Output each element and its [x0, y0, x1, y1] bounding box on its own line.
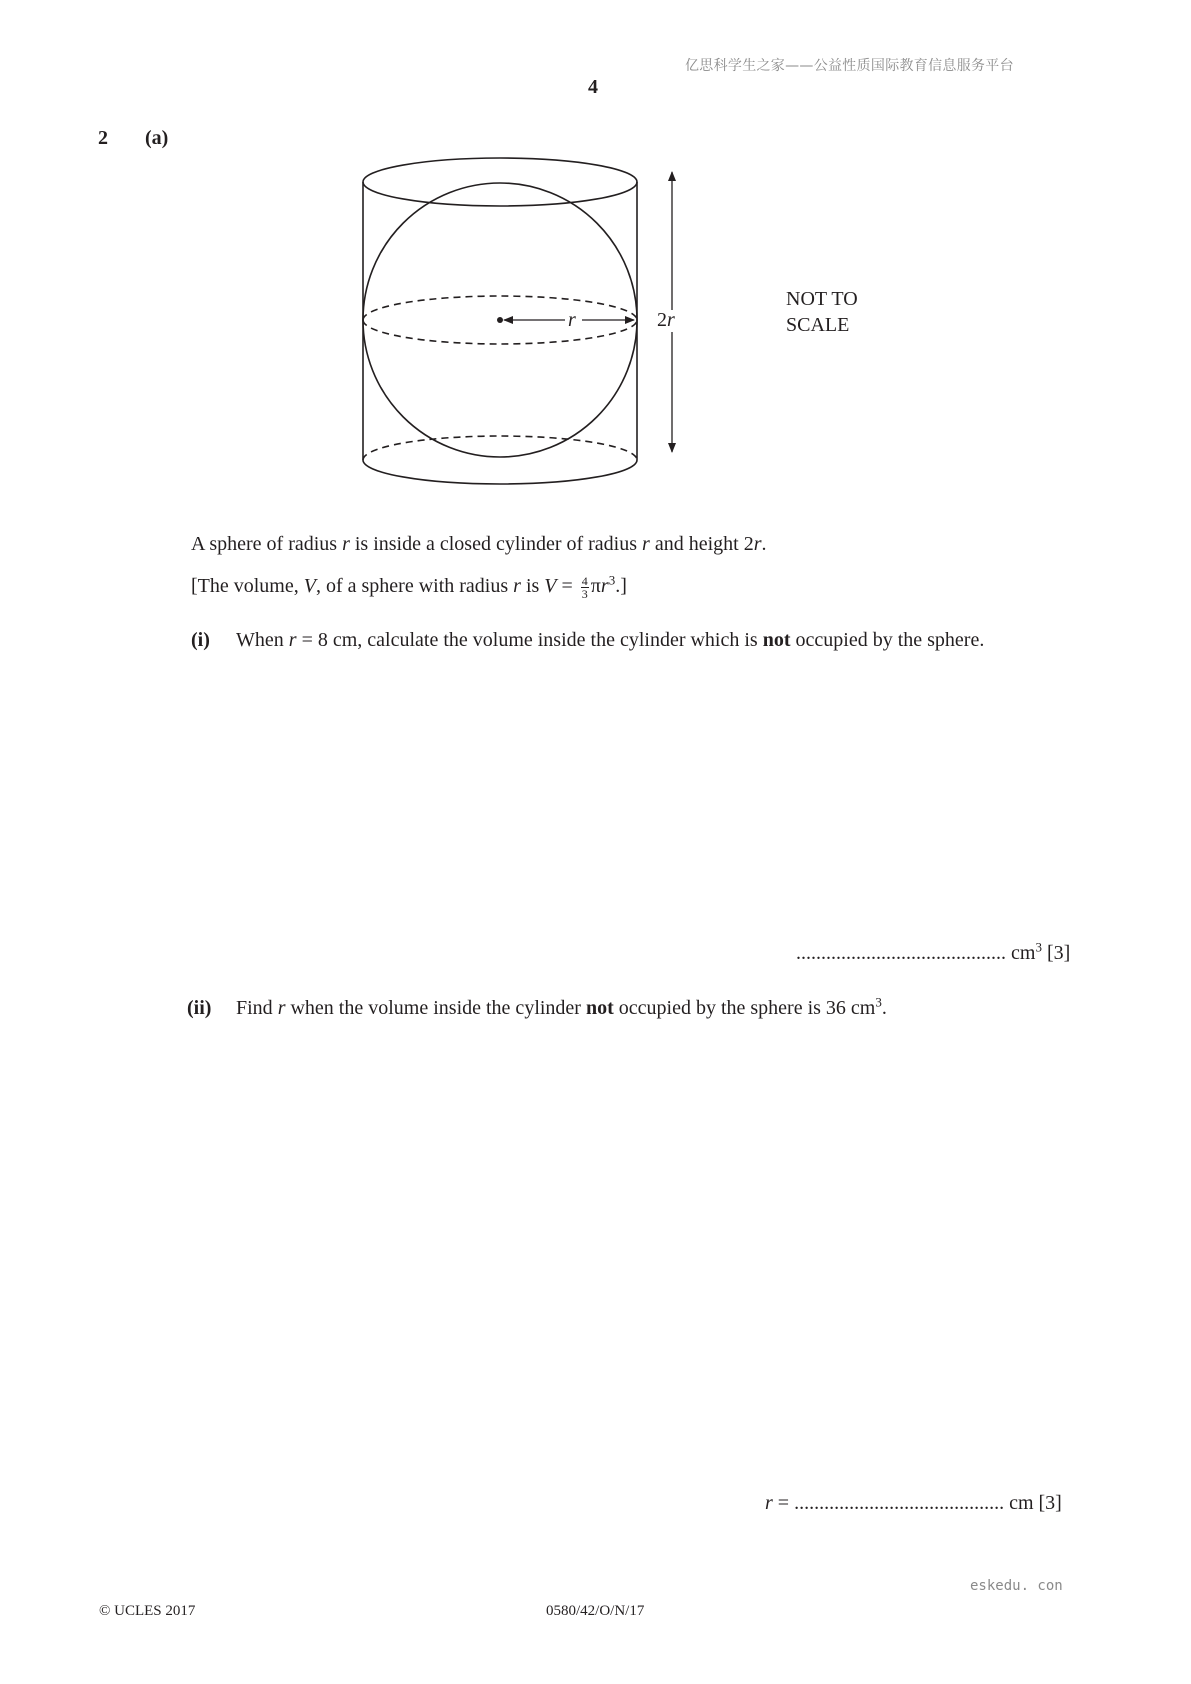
part-ii-label: (ii) — [187, 997, 212, 1019]
part-ii-question: Find r when the volume inside the cylinder not occupied by the sphere is 36 $cm^3$. — [236, 994, 887, 1019]
footer-paper-code: 0580/42/O/N/17 — [546, 1603, 645, 1619]
cylinder-top-ellipse — [363, 158, 637, 206]
sphere-equator-front — [363, 320, 637, 344]
question-part: (a) — [145, 127, 169, 149]
part-i-question: When r = 8 cm, calculate the volume inside the cylinder which is not occupied by the sphere. — [236, 629, 985, 651]
volume-formula: [The volume, V, of a sphere with radius r is V = $\frac{4}{3}$ $\pi r^3$.] — [191, 572, 627, 601]
page-number: 4 — [588, 76, 598, 98]
watermark-top: 亿思科学生之家——公益性质国际教育信息服务平台 — [685, 58, 1014, 74]
sphere-centre-dot — [497, 317, 503, 323]
footer-copyright: © UCLES 2017 — [99, 1603, 196, 1619]
part-i-label: (i) — [191, 629, 210, 651]
part-ii-answer-line[interactable]: r = .......................................... cm [3] — [765, 1492, 1062, 1514]
sphere-equator-back — [363, 296, 637, 320]
height-label: 2r — [657, 309, 675, 331]
cylinder-bottom-front — [363, 460, 637, 484]
problem-statement: A sphere of radius r is inside a closed cylinder of radius r and height 2r. — [191, 533, 767, 555]
radius-label: r — [568, 309, 576, 331]
watermark-bottom: eskedu. con — [970, 1578, 1063, 1594]
question-number: 2 — [98, 127, 108, 149]
not-to-scale-note: NOT TO SCALE — [786, 288, 858, 336]
part-i-answer-line[interactable]: .......................................... $cm^3$ [3] — [796, 939, 1071, 964]
fraction-four-thirds: $\frac{4}{3}$ — [581, 574, 588, 601]
